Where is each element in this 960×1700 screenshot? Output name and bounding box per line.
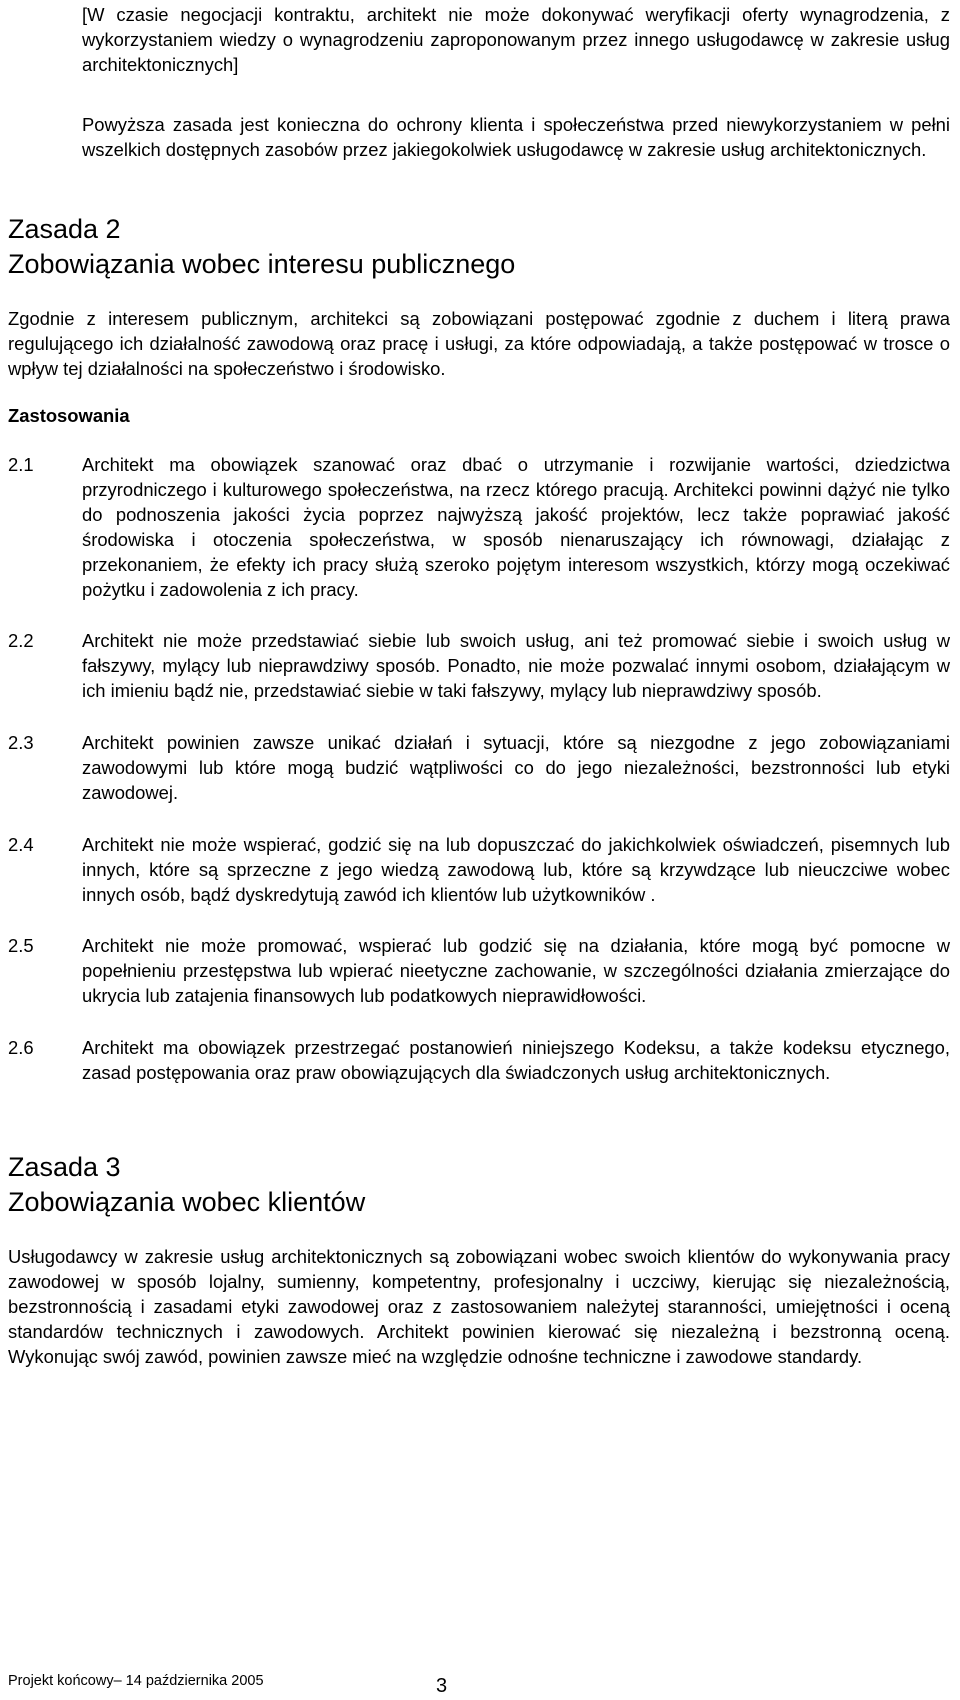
clause-item (8, 730, 950, 805)
page-number: 3 (436, 1675, 448, 1697)
clause-number: 2.1 (8, 454, 34, 475)
clause-text: Architekt ma obowiązek szanować oraz dbać o utrzymanie i rozwijanie wartości, dziedzictwa przyrodniczego i kulturowego społeczeństwa, na rzecz którego pracują. Architekci powinni dążyć nie tylko do podnoszenia jakości życia poprzez najwyższą jakość projektów, lecz także poprawiać jakość środowiska i otoczenia społeczeństwa, w sposób nienaruszający ich równowagi, działając z przekonaniem, że efekty ich pracy służą szeroko pojętym interesom wszystkich, którzy mogą oczekiwać pożytku i zadowolenia z ich pracy. (82, 454, 950, 600)
intro-paragraph-1: [W czasie negocjacji kontraktu, architekt nie może dokonywać weryfikacji oferty wynagrodzenia, z wykorzystaniem wiedzy o wynagrodzeniu zaproponowanym przez innego usługodawcę w zakresie usług architektonicznych] (82, 4, 950, 75)
principle-3-heading (8, 1150, 950, 1220)
clause-text: Architekt nie może promować, wspierać lub godzić się na działania, które mogą być pomocne w popełnieniu przestępstwa lub wpierać nieetyczne zachowanie, w szczególności działania zmierzające do ukrycia lub zatajenia finansowych lub podatkowych nieprawidłowości. (82, 935, 950, 1006)
principle-3-title: Zobowiązania wobec klientów (8, 1187, 366, 1217)
clause-item (8, 933, 950, 1008)
intro-paragraph-2: Powyższa zasada jest konieczna do ochrony klienta i społeczeństwa przed niewykorzystaniem w pełni wszelkich dostępnych zasobów przez jakiegokolwiek usługodawcę w zakresie usług architektonicznych. (82, 114, 950, 160)
clause-item (8, 452, 950, 602)
clause-text: Architekt ma obowiązek przestrzegać postanowień niniejszego Kodeksu, a także kodeksu etycznego, zasad postępowania oraz praw obowiązujących dla świadczonych usług architektonicznych. (82, 1037, 950, 1083)
principle-2-heading (8, 212, 950, 282)
clause-text: Architekt powinien zawsze unikać działań i sytuacji, które są niezgodne z jego zobowiązaniami zawodowymi lub które mogą budzić wątpliwości co do jego niezależności, bezstronności lub etyki zawodowej. (82, 732, 950, 803)
document-page (8, 0, 950, 1369)
clause-text: Architekt nie może wspierać, godzić się na lub dopuszczać do jakichkolwiek oświadczeń, pisemnych lub innych, które są sprzeczne z jego wiedzą zawodową lub, które są krzywdzące lub nieuczciwe wobec innych osób, bądź dyskredytują zawód ich klientów lub użytkowników . (82, 834, 950, 905)
principle-3-number: Zasada 3 (8, 1152, 121, 1182)
principle-2-section (8, 212, 950, 1085)
footer-draft-label: Projekt końcowy– 14 października 2005 (8, 1673, 264, 1689)
page-footer (8, 1670, 950, 1700)
applications-heading: Zastosowania (8, 405, 130, 426)
clause-number: 2.3 (8, 732, 34, 753)
principle-3-body: Usługodawcy w zakresie usług architektonicznych są zobowiązani wobec swoich klientów do wykonywania pracy zawodowej w sposób lojalny, sumienny, kompetentny, profesjonalny i uczciwy, kierując się niezależnością, bezstronnością i zasadami etyki zawodowej oraz z zastosowaniem należytej staranności, umiejętności i oceną standardów technicznych i zawodowych. Architekt powinien kierować się niezależną i bezstronną oceną. Wykonując swój zawód, powinien zawsze mieć na względzie odnośne techniczne i zawodowe standardy. (8, 1246, 950, 1367)
principle-2-title: Zobowiązania wobec interesu publicznego (8, 249, 516, 279)
clause-number: 2.5 (8, 935, 34, 956)
clause-number: 2.2 (8, 630, 34, 651)
principle-2-number: Zasada 2 (8, 214, 121, 244)
clause-item (8, 832, 950, 907)
principle-3-section (8, 1150, 950, 1369)
clause-item (8, 1035, 950, 1085)
clause-number: 2.6 (8, 1037, 34, 1058)
clause-item (8, 628, 950, 703)
clause-text: Architekt nie może przedstawiać siebie lub swoich usług, ani też promować siebie i swoich usług w fałszywy, mylący lub nieprawdziwy sposób. Ponadto, nie może pozwalać innymi osobom, działającym w ich imieniu bądź nie, przedstawiać siebie w taki fałszywy, mylący lub nieprawdziwy sposób. (82, 630, 950, 701)
principle-2-body: Zgodnie z interesem publicznym, architekci są zobowiązani postępować zgodnie z duchem i literą prawa regulującego ich działalność zawodową oraz pracę i usługi, za które odpowiadają, a także postępować w trosce o wpływ tej działalności na społeczeństwo i środowisko. (8, 308, 950, 379)
clause-number: 2.4 (8, 834, 34, 855)
